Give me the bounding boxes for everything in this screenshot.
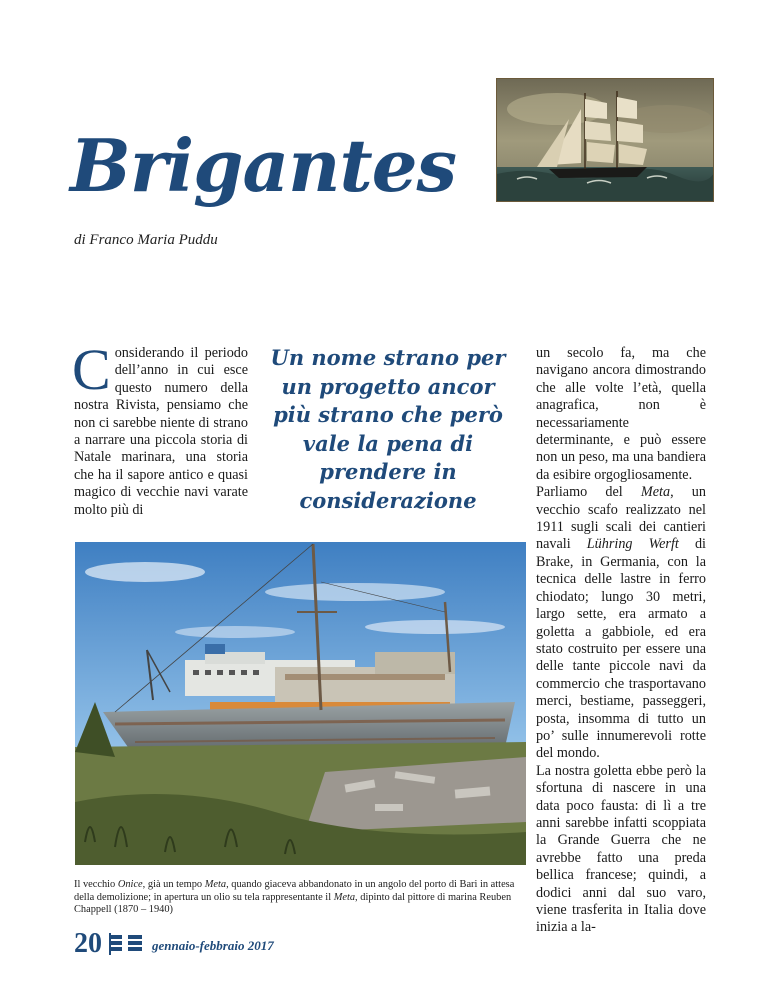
page-number: 20 <box>74 928 102 959</box>
article-title: Brigantes <box>70 123 457 208</box>
paragraph: Parliamo del Meta, un vecchio scafo realizzato nel 1911 sugli scali dei cantieri navali Lühring Werft di Brake, in Germania, con la tecnica delle lastre in ferro chiodato; lungo 30 metri, largo sette, era armato a goletta a gabbiole, ed era stato costruito per essere una delle tante piccole navi da commercio che trasportavano merci, bestiame, passeggeri, posta, insomma di tutto un po’ sulle innumerevoli rotte del mondo. <box>536 484 706 762</box>
derelict-ship-photo <box>75 542 526 865</box>
paragraph: un secolo fa, ma che navigano ancora dimostrando che alle volte l’età, quella anagrafica, non è necessariamente determinante, e può essere non un peso, ma una bandiera da esibire orgogliosamente. <box>536 345 706 483</box>
pull-quote: Un nome strano per un progetto ancor più strano che però vale la pena di prendere in considerazione <box>270 345 506 513</box>
photo-caption: Il vecchio Onice, già un tempo Meta, quando giaceva abbandonato in un angolo del porto di Bari in attesa della demolizione; in apertura un olio su tela rappresentante il Meta, dipinto dal pittore di marina Reuben Chappell (1870 – 1940) <box>74 879 515 916</box>
issue-date: gennaio-febbraio 2017 <box>152 938 274 953</box>
ship-painting-image <box>496 78 714 202</box>
paragraph: La nostra goletta ebbe però la sfortuna di nascere in una data poco fausta: di lì a tre anni sarebbe infatti scoppiata la Grande Guerra che ne avrebbe fatto una preda bellica francese; quindi, a dodici anni dal suo varo, viene trasferita in Italia dove inizia a la- <box>536 762 706 936</box>
drop-cap: C <box>72 337 111 402</box>
column-1-text: onsiderando il periodo dell’anno in cui esce questo numero della nostra Rivista, pensiamo che non ci sarebbe niente di strano a narrare una piccola storia di Natale marinara, una storia che ha il sapore antico e quasi magico di vecchie navi varate molto più di <box>74 345 248 518</box>
article-column-1 <box>72 337 248 519</box>
navy-flag-icon <box>108 933 144 955</box>
author-byline: di Franco Maria Puddu <box>74 232 218 248</box>
article-column-3 <box>536 345 706 937</box>
